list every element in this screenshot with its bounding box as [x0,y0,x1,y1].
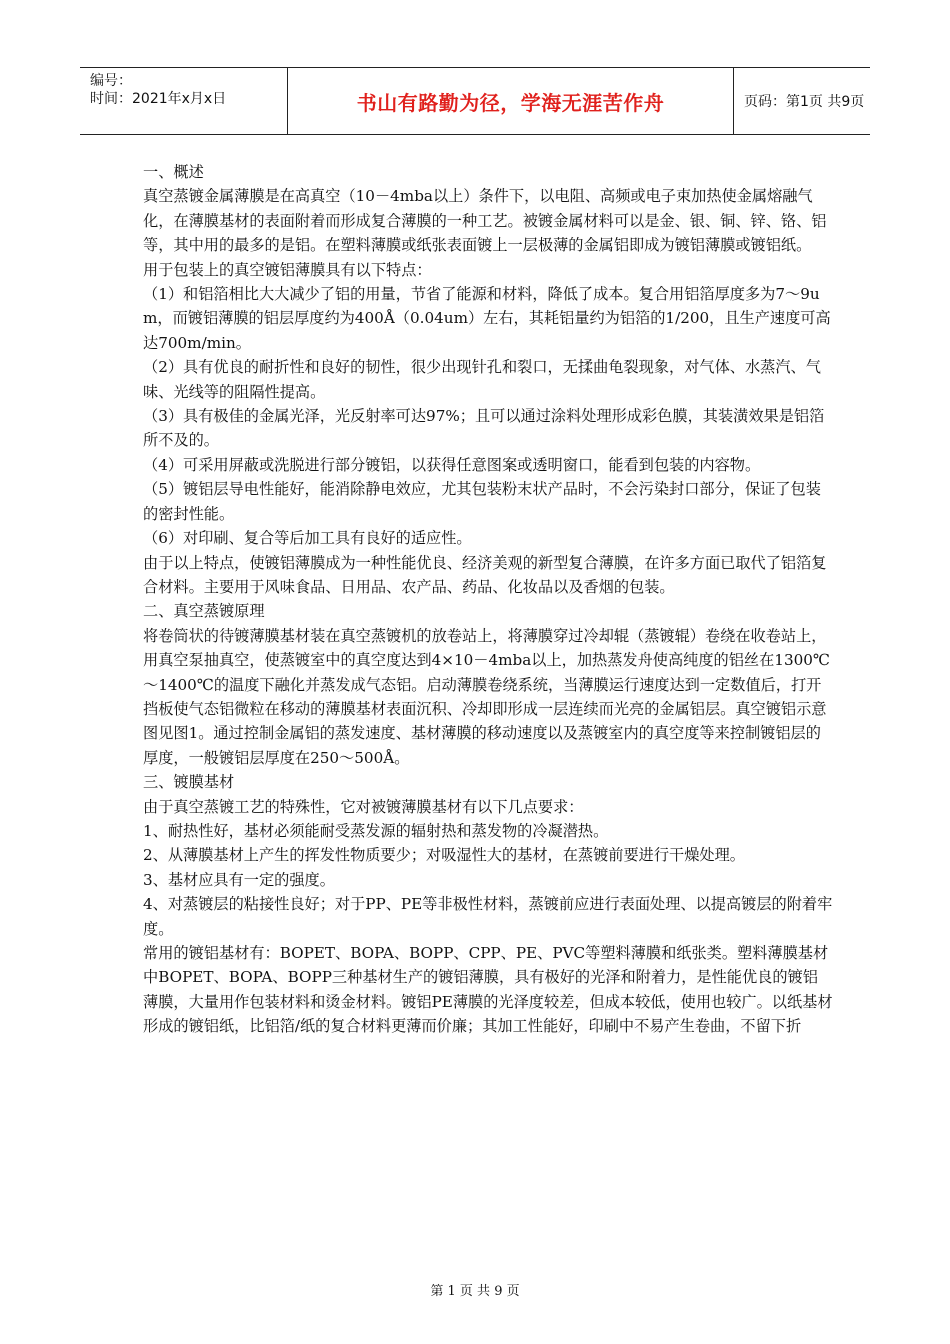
paragraph: 由于真空蒸镀工艺的特殊性，它对被镀薄膜基材有以下几点要求： [143,797,584,816]
header-meta [80,68,288,134]
list-item: （1）和铝箔相比大大减少了铝的用量，节省了能源和材料，降低了成本。复合用铝箔厚度多为7～9um，而镀铝薄膜的铝层厚度约为400Å（0.04um）左右，其耗铝量约为铝箔的1/200，且生产速度可高达700m/min。 [143,285,831,352]
section-heading-substrate: 三、镀膜基材 [143,773,235,792]
list-item: （3）具有极佳的金属光泽，光反射率可达97%；且可以通过涂料处理形成彩色膜，其装潢效果是铝箔所不及的。 [143,407,825,450]
section-heading-overview: 一、概述 [143,163,204,181]
paragraph: 将卷筒状的待镀薄膜基材装在真空蒸镀机的放卷站上，将薄膜穿过冷却辊（蒸镀辊）卷绕在收卷站上，用真空泵抽真空，使蒸镀室中的真空度达到4×10－4mba以上，加热蒸发舟使高纯度的铝丝在1300℃～1400℃的温度下融化并蒸发成气态铝。启动薄膜卷绕系统，当薄膜运行速度达到一定数值后，打开挡板使气态铝微粒在移动的薄膜基材表面沉积、冷却即形成一层连续而光亮的金属铝层。真空镀铝示意图见图1。通过控制金属铝的蒸发速度、基材薄膜的移动速度以及蒸镀室内的真空度等来控制镀铝层的厚度，一般镀铝层厚度在250～500Å。 [143,626,830,767]
list-item: 2、从薄膜基材上产生的挥发性物质要少；对吸湿性大的基材，在蒸镀前要进行干燥处理。 [143,846,745,865]
paragraph: 真空蒸镀金属薄膜是在高真空（10－4mba以上）条件下，以电阻、高频或电子束加热使金属熔融气化，在薄膜基材的表面附着而形成复合薄膜的一种工艺。被镀金属材料可以是金、银、铜、锌、铬、铝等，其中用的最多的是铝。在塑料薄膜或纸张表面镀上一层极薄的金属铝即成为镀铝薄膜或镀铝纸。 [143,187,827,255]
paragraph: 用于包装上的真空镀铝薄膜具有以下特点： [143,260,432,279]
document-body [143,160,833,1039]
page-footer: 第 1 页 共 9 页 [430,1284,520,1299]
list-item: （5）镀铝层导电性能好，能消除静电效应，尤其包装粉末状产品时，不会污染封口部分，保证了包装的密封性能。 [143,480,821,523]
list-item: （4）可采用屏蔽或洗脱进行部分镀铝，以获得任意图案或透明窗口，能看到包装的内容物。 [143,455,761,474]
list-item: （6）对印刷、复合等后加工具有良好的适应性。 [143,529,472,548]
list-item: 3、基材应具有一定的强度。 [143,870,335,889]
list-item: 4、对蒸镀层的粘接性良好；对于PP、PE等非极性材料，蒸镀前应进行表面处理、以提高镀层的附着牢度。 [143,895,833,938]
list-item: 1、耐热性好，基材必须能耐受蒸发源的辐射热和蒸发物的冷凝潜热。 [143,821,609,840]
header-page-info: 页码：第1页 共9页 [744,94,865,110]
page-header [80,67,870,135]
paragraph: 常用的镀铝基材有：BOPET、BOPA、BOPP、CPP、PE、PVC等塑料薄膜和纸张类。塑料薄膜基材中BOPET、BOPA、BOPP三种基材生产的镀铝薄膜，具有极好的光泽和附着力，是性能优良的镀铝薄膜，大量用作包装材料和烫金材料。镀铝PE薄膜的光泽度较差，但成本较低，使用也较广。以纸基材形成的镀铝纸，比铝箔/纸的复合材料更薄而价廉；其加工性能好，印刷中不易产生卷曲，不留下折 [143,944,833,1036]
header-motto: 书山有路勤为径，学海无涯苦作舟 [288,68,734,134]
paragraph: 由于以上特点，使镀铝薄膜成为一种性能优良、经济美观的新型复合薄膜，在许多方面已取代了铝箔复合材料。主要用于风味食品、日用品、农产品、药品、化妆品以及香烟的包装。 [143,553,827,596]
list-item: （2）具有优良的耐折性和良好的韧性，很少出现针孔和裂口，无揉曲龟裂现象，对气体、水蒸汽、气味、光线等的阻隔性提高。 [143,358,821,401]
section-heading-principle: 二、真空蒸镀原理 [143,602,265,621]
document-number-label: 编号： [90,73,132,89]
document-time-label: 时间：2021年x月x日 [90,91,227,107]
